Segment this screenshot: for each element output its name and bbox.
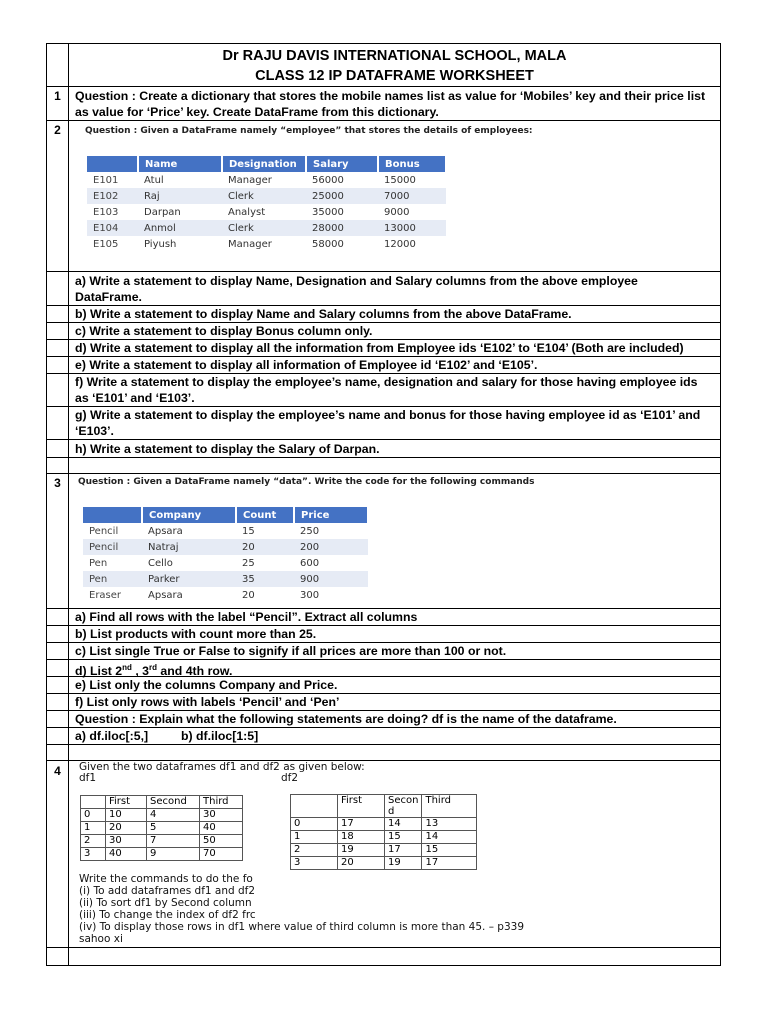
table-row	[83, 523, 368, 539]
table-cell: 7000	[378, 188, 446, 204]
column-header: Salary	[306, 156, 378, 172]
column-header: Bonus	[378, 156, 446, 172]
table-cell: 19	[385, 857, 422, 870]
worksheet-title: CLASS 12 IP DATAFRAME WORKSHEET	[255, 68, 534, 84]
column-header	[87, 156, 138, 172]
q3-part-f: f) List only rows with labels ‘Pencil’ and ‘Pen’	[75, 695, 340, 709]
q3-part-b: b) List products with count more than 25.	[75, 627, 317, 641]
table-cell: Clerk	[222, 188, 306, 204]
table-cell: 19	[338, 844, 385, 857]
q2-part-a-line-2: DataFrame.	[75, 290, 142, 304]
q2-part-c: c) Write a statement to display Bonus column only.	[75, 324, 373, 338]
table-cell: Manager	[222, 236, 306, 252]
q2-part-a-line-1: a) Write a statement to display Name, Designation and Salary columns from the above employee	[75, 274, 638, 288]
row-label: Pencil	[83, 539, 142, 555]
row-label: 0	[291, 818, 338, 831]
table-cell: 20	[236, 539, 294, 555]
q3-prompt: Question : Given a DataFrame namely “data”. Write the code for the following commands	[78, 477, 535, 487]
q4-df2-label: df2	[281, 772, 299, 784]
table-row	[291, 831, 477, 844]
column-header: Third	[200, 796, 243, 809]
table-cell: Clerk	[222, 220, 306, 236]
table-cell: 20	[338, 857, 385, 870]
row-label: E103	[87, 204, 138, 220]
table-cell: 7	[147, 835, 200, 848]
table-row	[87, 172, 446, 188]
row-label: 2	[291, 844, 338, 857]
table-cell: 14	[422, 831, 477, 844]
table-row	[81, 835, 243, 848]
q3-part-c: c) List single True or False to signify if all prices are more than 100 or not.	[75, 644, 507, 658]
row-label: E105	[87, 236, 138, 252]
question-number-2: 2	[54, 123, 61, 137]
table-row	[83, 555, 368, 571]
table-cell: Cello	[142, 555, 236, 571]
row-label: 1	[291, 831, 338, 844]
row-divider-partial	[607, 473, 720, 474]
table-cell: 17	[422, 857, 477, 870]
row-label: Pen	[83, 555, 142, 571]
table-cell: Manager	[222, 172, 306, 188]
question-number-3: 3	[54, 476, 61, 490]
row-label: Eraser	[83, 587, 142, 603]
table-cell: 25	[236, 555, 294, 571]
table-row	[83, 571, 368, 587]
table-cell: Apsara	[142, 587, 236, 603]
employee-dataframe-table	[87, 156, 447, 252]
q2-part-f-line-1: f) Write a statement to display the employee’s name, designation and salary for those having employee ids	[75, 375, 698, 389]
row-label: E101	[87, 172, 138, 188]
number-column-divider	[68, 44, 69, 965]
row-divider	[47, 457, 720, 458]
column-header	[81, 796, 106, 809]
q2-part-g-line-1: g) Write a statement to display the employee’s name and bonus for those having employee id as ‘E101’ and	[75, 408, 701, 422]
table-cell: 40	[200, 822, 243, 835]
column-header: Price	[294, 507, 368, 523]
table-cell: 15	[385, 831, 422, 844]
column-header: Company	[142, 507, 236, 523]
row-label: E102	[87, 188, 138, 204]
table-cell: 30	[200, 809, 243, 822]
table-cell: 13000	[378, 220, 446, 236]
table-cell: 15	[236, 523, 294, 539]
q1-line-1: Question : Create a dictionary that stores the mobile names list as value for ‘Mobiles’ key and their price list	[75, 89, 706, 103]
row-label: 0	[81, 809, 106, 822]
table-cell: 28000	[306, 220, 378, 236]
table-row	[81, 809, 243, 822]
table-cell: 70	[200, 848, 243, 861]
table-row	[81, 822, 243, 835]
table-cell: 13	[422, 818, 477, 831]
table-cell: 900	[294, 571, 368, 587]
table-header-row	[87, 156, 446, 172]
q4-line-5: (iv) To display those rows in df1 where value of third column is more than 45. – p339	[79, 921, 524, 933]
table-row	[291, 818, 477, 831]
table-row	[83, 587, 368, 603]
table-cell: 35000	[306, 204, 378, 220]
q2-part-b: b) Write a statement to display Name and Salary columns from the above DataFrame.	[75, 307, 572, 321]
row-divider	[47, 86, 720, 87]
q4-line-2: (i) To add dataframes df1 and df2	[79, 885, 256, 897]
row-divider-partial	[607, 760, 720, 761]
table-cell: 9000	[378, 204, 446, 220]
table-header-row	[81, 796, 243, 809]
table-header-row	[291, 795, 477, 818]
q4-line-4: (iii) To change the index of df2 frc	[79, 909, 256, 921]
row-label: Pencil	[83, 523, 142, 539]
column-header: First	[338, 795, 385, 818]
worksheet-table	[46, 43, 721, 966]
table-cell: 250	[294, 523, 368, 539]
row-label: 1	[81, 822, 106, 835]
column-header: Third	[422, 795, 477, 818]
row-divider	[47, 120, 720, 121]
q3-part-a: a) Find all rows with the label “Pencil”. Extract all columns	[75, 610, 418, 624]
q3-explain-question: Question : Explain what the following statements are doing? df is the name of the dataframe.	[75, 712, 617, 726]
row-divider	[47, 271, 720, 272]
q4-line-1: Write the commands to do the fo	[79, 873, 253, 885]
table-cell: 12000	[378, 236, 446, 252]
q4-line-3: (ii) To sort df1 by Second column	[79, 897, 252, 909]
column-header: Name	[138, 156, 222, 172]
table-cell: Parker	[142, 571, 236, 587]
table-cell: 58000	[306, 236, 378, 252]
table-cell: Darpan	[138, 204, 222, 220]
q4-df1-label: df1	[79, 772, 97, 784]
table-cell: 200	[294, 539, 368, 555]
table-cell: 5	[147, 822, 200, 835]
table-cell: Atul	[138, 172, 222, 188]
table-cell: 40	[106, 848, 147, 861]
table-cell: Apsara	[142, 523, 236, 539]
table-cell: 35	[236, 571, 294, 587]
row-label: 2	[81, 835, 106, 848]
school-name: Dr RAJU DAVIS INTERNATIONAL SCHOOL, MALA	[222, 48, 567, 64]
column-header: First	[106, 796, 147, 809]
table-cell: 4	[147, 809, 200, 822]
q2-part-e: e) Write a statement to display all information of Employee id ‘E102’ and ‘E105’.	[75, 358, 538, 372]
table-cell: 300	[294, 587, 368, 603]
q4-line-6: sahoo xi	[79, 933, 123, 945]
table-header-row	[83, 507, 368, 523]
data-dataframe-table	[83, 507, 369, 603]
q2-part-h: h) Write a statement to display the Salary of Darpan.	[75, 442, 380, 456]
table-cell: Anmol	[138, 220, 222, 236]
column-header	[291, 795, 338, 818]
table-cell: 25000	[306, 188, 378, 204]
column-header: Count	[236, 507, 294, 523]
table-cell: Raj	[138, 188, 222, 204]
table-row	[87, 204, 446, 220]
table-row	[291, 844, 477, 857]
table-cell: 600	[294, 555, 368, 571]
table-cell: 10	[106, 809, 147, 822]
row-divider	[47, 439, 720, 440]
table-cell: 9	[147, 848, 200, 861]
q3-part-d: d) List 2nd , 3rd and 4th row.	[75, 663, 233, 679]
row-divider	[47, 744, 720, 745]
table-cell: Analyst	[222, 204, 306, 220]
q2-prompt: Question : Given a DataFrame namely “employee” that stores the details of employees:	[85, 126, 533, 136]
q3-statement-b: b) df.iloc[1:5]	[181, 729, 259, 743]
question-number-1: 1	[54, 89, 61, 103]
column-header: Second	[147, 796, 200, 809]
question-number-4: 4	[54, 764, 61, 778]
df2-table	[290, 794, 477, 870]
q3-part-e: e) List only the columns Company and Price.	[75, 678, 338, 692]
table-cell: Piyush	[138, 236, 222, 252]
table-row	[87, 188, 446, 204]
row-divider	[47, 947, 720, 948]
table-cell: 17	[385, 844, 422, 857]
row-label: 3	[291, 857, 338, 870]
table-cell: 50	[200, 835, 243, 848]
column-header	[83, 507, 142, 523]
table-row	[291, 857, 477, 870]
q2-part-f-line-2: as ‘E101’ and ‘E103’.	[75, 391, 195, 405]
table-row	[87, 236, 446, 252]
table-row	[87, 220, 446, 236]
table-cell: 20	[106, 822, 147, 835]
row-label: Pen	[83, 571, 142, 587]
table-cell: 18	[338, 831, 385, 844]
table-cell: 14	[385, 818, 422, 831]
table-cell: 30	[106, 835, 147, 848]
table-cell: Natraj	[142, 539, 236, 555]
column-header: Designation	[222, 156, 306, 172]
q2-part-g-line-2: ‘E103’.	[75, 424, 114, 438]
table-cell: 20	[236, 587, 294, 603]
column-header: Secon d	[385, 795, 422, 818]
q3-statement-a: a) df.iloc[:5,]	[75, 729, 149, 743]
q1-line-2: as value for ‘Price’ key. Create DataFrame from this dictionary.	[75, 105, 439, 119]
table-cell: 15	[422, 844, 477, 857]
table-row	[81, 848, 243, 861]
table-cell: 15000	[378, 172, 446, 188]
q2-part-d: d) Write a statement to display all the information from Employee ids ‘E102’ to ‘E104’ (Both are included)	[75, 341, 684, 355]
row-label: 3	[81, 848, 106, 861]
df1-table	[80, 795, 243, 861]
q4-intro: Given the two dataframes df1 and df2 as given below:	[79, 761, 365, 773]
table-row	[83, 539, 368, 555]
row-label: E104	[87, 220, 138, 236]
table-cell: 56000	[306, 172, 378, 188]
table-cell: 17	[338, 818, 385, 831]
